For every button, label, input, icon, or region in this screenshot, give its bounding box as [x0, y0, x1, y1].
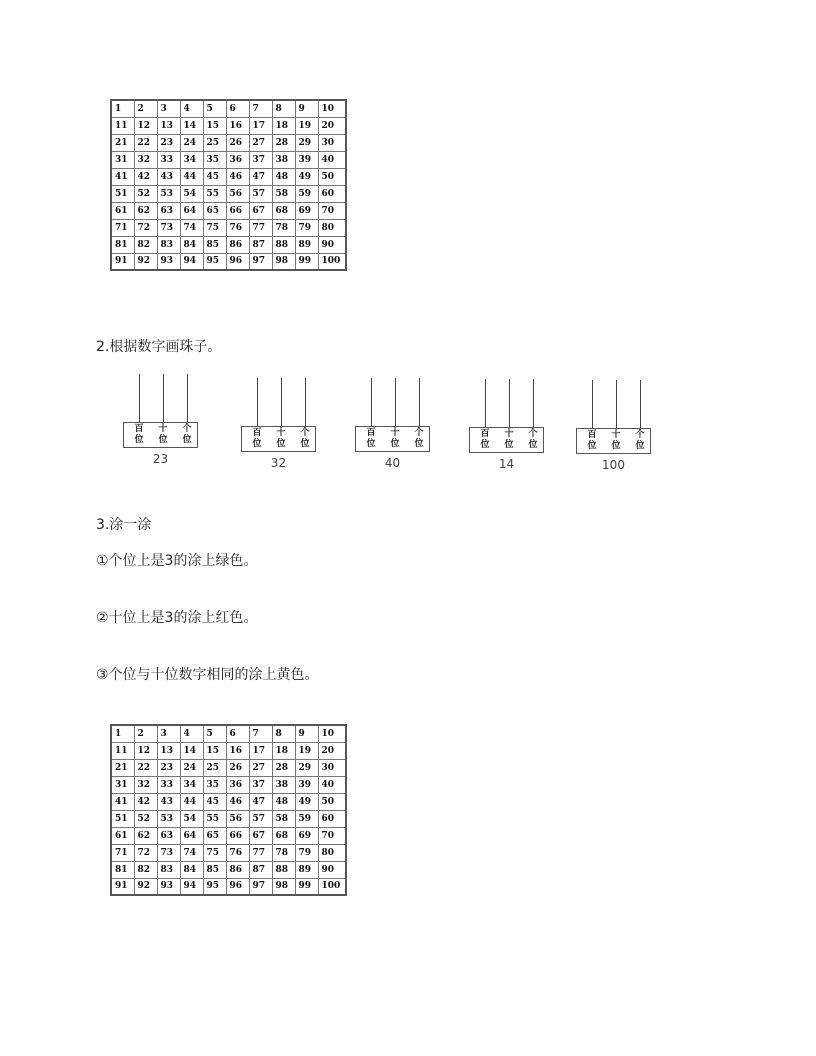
grid-cell[interactable]: 83: [157, 236, 180, 253]
place-label-bottom: 位: [480, 440, 490, 450]
grid-cell[interactable]: 88: [272, 236, 295, 253]
grid-cell[interactable]: 84: [180, 861, 203, 878]
place-label: [633, 430, 647, 452]
grid-row: [111, 202, 346, 219]
place-label: [132, 424, 146, 446]
grid-cell[interactable]: 28: [272, 134, 295, 151]
place-label-top: 十: [611, 430, 621, 440]
grid-cell[interactable]: 61: [111, 827, 134, 844]
grid-cell[interactable]: 54: [180, 810, 203, 827]
grid-cell[interactable]: 58: [272, 810, 295, 827]
abacus-number: 23: [152, 452, 169, 466]
grid-cell[interactable]: 55: [203, 810, 226, 827]
grid-cell[interactable]: 20: [318, 742, 346, 759]
instruction-3: ③个位与十位数字相同的涂上黄色。: [96, 667, 319, 683]
grid-cell[interactable]: 33: [157, 776, 180, 793]
grid-cell[interactable]: 90: [318, 236, 346, 253]
place-label-bottom: 位: [587, 441, 597, 451]
grid-cell[interactable]: 18: [272, 117, 295, 134]
grid-cell[interactable]: 59: [295, 185, 318, 202]
grid-cell[interactable]: 66: [226, 202, 249, 219]
grid-cell[interactable]: 9: [295, 725, 318, 742]
grid-cell[interactable]: 43: [157, 168, 180, 185]
grid-cell[interactable]: 5: [203, 725, 226, 742]
grid-cell[interactable]: 34: [180, 776, 203, 793]
grid-cell[interactable]: 65: [203, 827, 226, 844]
place-label: [585, 430, 599, 452]
grid-cell[interactable]: 77: [249, 844, 272, 861]
grid-cell[interactable]: 31: [111, 776, 134, 793]
abacus-rod[interactable]: [640, 380, 641, 428]
place-label-top: 十: [504, 429, 514, 439]
place-label-top: 百: [587, 430, 597, 440]
abacus-rod[interactable]: [485, 379, 486, 427]
grid-cell[interactable]: 27: [249, 134, 272, 151]
grid-cell[interactable]: 73: [157, 219, 180, 236]
grid-cell[interactable]: 98: [272, 253, 295, 270]
grid-cell[interactable]: 17: [249, 742, 272, 759]
place-label-bottom: 位: [528, 440, 538, 450]
grid-row: [111, 725, 346, 742]
grid-cell[interactable]: 88: [272, 861, 295, 878]
grid-cell[interactable]: 68: [272, 202, 295, 219]
place-label-bottom: 位: [158, 435, 168, 445]
abacus-rod[interactable]: [616, 380, 617, 428]
place-label-bottom: 位: [276, 439, 286, 449]
grid-cell[interactable]: 36: [226, 776, 249, 793]
grid-cell[interactable]: 8: [272, 725, 295, 742]
grid-cell[interactable]: 12: [134, 742, 157, 759]
grid-cell[interactable]: 57: [249, 185, 272, 202]
grid-cell[interactable]: 93: [157, 253, 180, 270]
grid-cell[interactable]: 79: [295, 844, 318, 861]
grid-cell[interactable]: 99: [295, 253, 318, 270]
grid-cell[interactable]: 60: [318, 185, 346, 202]
grid-cell[interactable]: 74: [180, 219, 203, 236]
place-label-top: 百: [134, 424, 144, 434]
grid-cell[interactable]: 86: [226, 861, 249, 878]
grid-cell[interactable]: 5: [203, 100, 226, 117]
place-label: [364, 428, 378, 450]
grid-cell[interactable]: 12: [134, 117, 157, 134]
grid-cell[interactable]: 93: [157, 878, 180, 895]
abacus-rod[interactable]: [281, 378, 282, 426]
grid-cell[interactable]: 24: [180, 134, 203, 151]
abacus-rod[interactable]: [187, 374, 188, 422]
grid-cell[interactable]: 92: [134, 253, 157, 270]
grid-cell[interactable]: 59: [295, 810, 318, 827]
grid-cell[interactable]: 82: [134, 236, 157, 253]
grid-cell[interactable]: 53: [157, 810, 180, 827]
grid-cell[interactable]: 81: [111, 236, 134, 253]
grid-cell[interactable]: 16: [226, 117, 249, 134]
grid-cell[interactable]: 53: [157, 185, 180, 202]
grid-cell[interactable]: 3: [157, 725, 180, 742]
grid-cell[interactable]: 38: [272, 151, 295, 168]
grid-cell[interactable]: 18: [272, 742, 295, 759]
grid-cell[interactable]: 21: [111, 134, 134, 151]
place-label: [478, 429, 492, 451]
place-label-bottom: 位: [611, 441, 621, 451]
grid-cell[interactable]: 75: [203, 219, 226, 236]
place-label-top: 个: [182, 424, 192, 434]
grid-cell[interactable]: 40: [318, 151, 346, 168]
grid-row: [111, 776, 346, 793]
grid-cell[interactable]: 32: [134, 776, 157, 793]
grid-cell[interactable]: 69: [295, 202, 318, 219]
grid-cell[interactable]: 9: [295, 100, 318, 117]
grid-cell[interactable]: 2: [134, 725, 157, 742]
grid-cell[interactable]: 71: [111, 844, 134, 861]
grid-cell[interactable]: 25: [203, 759, 226, 776]
grid-cell[interactable]: 48: [272, 168, 295, 185]
grid-row: [111, 253, 346, 270]
grid-cell[interactable]: 89: [295, 861, 318, 878]
grid-cell[interactable]: 97: [249, 253, 272, 270]
place-label: [502, 429, 516, 451]
grid-cell[interactable]: 77: [249, 219, 272, 236]
abacus-rod[interactable]: [163, 374, 164, 422]
grid-cell[interactable]: 57: [249, 810, 272, 827]
grid-cell[interactable]: 98: [272, 878, 295, 895]
grid-cell[interactable]: 46: [226, 793, 249, 810]
grid-cell[interactable]: 24: [180, 759, 203, 776]
grid-cell[interactable]: 95: [203, 878, 226, 895]
place-label: [412, 428, 426, 450]
place-label-bottom: 位: [504, 440, 514, 450]
grid-row: [111, 236, 346, 253]
place-label: [526, 429, 540, 451]
place-label: [298, 428, 312, 450]
grid-cell[interactable]: 92: [134, 878, 157, 895]
grid-cell[interactable]: 33: [157, 151, 180, 168]
grid-cell[interactable]: 50: [318, 793, 346, 810]
section-2-title: 2.根据数字画珠子。: [96, 339, 222, 355]
place-label: [250, 428, 264, 450]
grid-cell[interactable]: 36: [226, 151, 249, 168]
grid-cell[interactable]: 7: [249, 725, 272, 742]
abacus-rod[interactable]: [419, 378, 420, 426]
grid-cell[interactable]: 8: [272, 100, 295, 117]
grid-cell[interactable]: 13: [157, 117, 180, 134]
grid-row: [111, 168, 346, 185]
grid-cell[interactable]: 94: [180, 253, 203, 270]
grid-cell[interactable]: 52: [134, 185, 157, 202]
grid-cell[interactable]: 63: [157, 827, 180, 844]
grid-cell[interactable]: 15: [203, 117, 226, 134]
grid-cell[interactable]: 51: [111, 810, 134, 827]
grid-cell[interactable]: 82: [134, 861, 157, 878]
place-label-top: 十: [158, 424, 168, 434]
grid-cell[interactable]: 45: [203, 168, 226, 185]
grid-cell[interactable]: 72: [134, 844, 157, 861]
grid-cell[interactable]: 80: [318, 219, 346, 236]
grid-cell[interactable]: 51: [111, 185, 134, 202]
grid-cell[interactable]: 41: [111, 168, 134, 185]
abacus-rod[interactable]: [592, 380, 593, 428]
instruction-2: ②十位上是3的涂上红色。: [96, 610, 258, 626]
grid-cell[interactable]: 50: [318, 168, 346, 185]
grid-cell[interactable]: 95: [203, 253, 226, 270]
grid-row: [111, 861, 346, 878]
grid-cell[interactable]: 80: [318, 844, 346, 861]
grid-cell[interactable]: 32: [134, 151, 157, 168]
grid-cell[interactable]: 29: [295, 759, 318, 776]
abacus-number: 40: [384, 456, 401, 470]
grid-row: [111, 117, 346, 134]
abacus-number: 100: [602, 458, 625, 472]
grid-cell[interactable]: 78: [272, 219, 295, 236]
grid-cell[interactable]: 71: [111, 219, 134, 236]
grid-row: [111, 185, 346, 202]
grid-cell[interactable]: 44: [180, 793, 203, 810]
grid-cell[interactable]: 60: [318, 810, 346, 827]
grid-cell[interactable]: 70: [318, 202, 346, 219]
grid-cell[interactable]: 67: [249, 827, 272, 844]
grid-cell[interactable]: 29: [295, 134, 318, 151]
grid-cell[interactable]: 26: [226, 759, 249, 776]
grid-cell[interactable]: 84: [180, 236, 203, 253]
grid-row: [111, 100, 346, 117]
grid-cell[interactable]: 19: [295, 117, 318, 134]
grid-cell[interactable]: 47: [249, 793, 272, 810]
grid-cell[interactable]: 85: [203, 236, 226, 253]
grid-cell[interactable]: 76: [226, 844, 249, 861]
grid-row: [111, 878, 346, 895]
grid-cell[interactable]: 1: [111, 725, 134, 742]
grid-cell[interactable]: 63: [157, 202, 180, 219]
grid-cell[interactable]: 6: [226, 100, 249, 117]
grid-cell[interactable]: 15: [203, 742, 226, 759]
grid-cell[interactable]: 39: [295, 151, 318, 168]
grid-cell[interactable]: 52: [134, 810, 157, 827]
grid-cell[interactable]: 96: [226, 253, 249, 270]
grid-cell[interactable]: 35: [203, 776, 226, 793]
place-label: [274, 428, 288, 450]
grid-cell[interactable]: 67: [249, 202, 272, 219]
grid-cell[interactable]: 14: [180, 742, 203, 759]
grid-cell[interactable]: 65: [203, 202, 226, 219]
grid-cell[interactable]: 46: [226, 168, 249, 185]
place-label: [388, 428, 402, 450]
grid-cell[interactable]: 13: [157, 742, 180, 759]
grid-cell[interactable]: 22: [134, 759, 157, 776]
grid-cell[interactable]: 19: [295, 742, 318, 759]
grid-cell[interactable]: 74: [180, 844, 203, 861]
grid-cell[interactable]: 64: [180, 202, 203, 219]
place-label-top: 百: [252, 428, 262, 438]
grid-cell[interactable]: 47: [249, 168, 272, 185]
grid-cell[interactable]: 54: [180, 185, 203, 202]
grid-cell[interactable]: 2: [134, 100, 157, 117]
abacus-number: 32: [270, 456, 287, 470]
grid-cell[interactable]: 68: [272, 827, 295, 844]
grid-cell[interactable]: 69: [295, 827, 318, 844]
place-label-top: 个: [528, 429, 538, 439]
place-label-top: 个: [414, 428, 424, 438]
abacus-rod[interactable]: [395, 378, 396, 426]
grid-cell[interactable]: 75: [203, 844, 226, 861]
grid-cell[interactable]: 21: [111, 759, 134, 776]
grid-cell[interactable]: 81: [111, 861, 134, 878]
hundred-chart-bottom: [110, 724, 347, 896]
grid-cell[interactable]: 25: [203, 134, 226, 151]
grid-cell[interactable]: 27: [249, 759, 272, 776]
grid-cell[interactable]: 62: [134, 202, 157, 219]
grid-cell[interactable]: 10: [318, 100, 346, 117]
grid-cell[interactable]: 41: [111, 793, 134, 810]
grid-cell[interactable]: 10: [318, 725, 346, 742]
place-label-top: 百: [480, 429, 490, 439]
grid-cell[interactable]: 100: [318, 253, 346, 270]
grid-cell[interactable]: 89: [295, 236, 318, 253]
abacus-number: 14: [498, 457, 515, 471]
grid-cell[interactable]: 37: [249, 776, 272, 793]
place-label-bottom: 位: [414, 439, 424, 449]
grid-cell[interactable]: 44: [180, 168, 203, 185]
grid-cell[interactable]: 100: [318, 878, 346, 895]
grid-cell[interactable]: 28: [272, 759, 295, 776]
place-label: [156, 424, 170, 446]
instruction-1: ①个位上是3的涂上绿色。: [96, 553, 258, 569]
abacus-rod[interactable]: [305, 378, 306, 426]
grid-cell[interactable]: 66: [226, 827, 249, 844]
grid-cell[interactable]: 37: [249, 151, 272, 168]
place-label-bottom: 位: [182, 435, 192, 445]
place-label-bottom: 位: [390, 439, 400, 449]
grid-cell[interactable]: 4: [180, 100, 203, 117]
abacus-rod[interactable]: [509, 379, 510, 427]
grid-row: [111, 827, 346, 844]
grid-cell[interactable]: 17: [249, 117, 272, 134]
grid-cell[interactable]: 70: [318, 827, 346, 844]
place-label-top: 十: [390, 428, 400, 438]
grid-cell[interactable]: 7: [249, 100, 272, 117]
grid-cell[interactable]: 96: [226, 878, 249, 895]
place-label: [180, 424, 194, 446]
grid-cell[interactable]: 62: [134, 827, 157, 844]
grid-cell[interactable]: 30: [318, 759, 346, 776]
grid-cell[interactable]: 56: [226, 185, 249, 202]
grid-cell[interactable]: 91: [111, 253, 134, 270]
grid-cell[interactable]: 38: [272, 776, 295, 793]
place-label-bottom: 位: [300, 439, 310, 449]
place-label-bottom: 位: [134, 435, 144, 445]
grid-cell[interactable]: 91: [111, 878, 134, 895]
grid-cell[interactable]: 48: [272, 793, 295, 810]
grid-cell[interactable]: 20: [318, 117, 346, 134]
grid-cell[interactable]: 49: [295, 168, 318, 185]
grid-cell[interactable]: 45: [203, 793, 226, 810]
grid-row: [111, 219, 346, 236]
abacus-rod[interactable]: [533, 379, 534, 427]
place-label-top: 十: [276, 428, 286, 438]
grid-cell[interactable]: 42: [134, 793, 157, 810]
grid-cell[interactable]: 49: [295, 793, 318, 810]
grid-cell[interactable]: 99: [295, 878, 318, 895]
grid-cell[interactable]: 97: [249, 878, 272, 895]
grid-cell[interactable]: 86: [226, 236, 249, 253]
grid-cell[interactable]: 11: [111, 742, 134, 759]
grid-cell[interactable]: 34: [180, 151, 203, 168]
hundred-chart-top: [110, 99, 347, 271]
grid-cell[interactable]: 61: [111, 202, 134, 219]
grid-cell[interactable]: 90: [318, 861, 346, 878]
place-label-bottom: 位: [635, 441, 645, 451]
place-label-top: 个: [635, 430, 645, 440]
grid-row: [111, 151, 346, 168]
grid-cell[interactable]: 31: [111, 151, 134, 168]
grid-cell[interactable]: 40: [318, 776, 346, 793]
grid-cell[interactable]: 14: [180, 117, 203, 134]
grid-cell[interactable]: 43: [157, 793, 180, 810]
grid-cell[interactable]: 35: [203, 151, 226, 168]
grid-cell[interactable]: 87: [249, 236, 272, 253]
grid-cell[interactable]: 58: [272, 185, 295, 202]
grid-cell[interactable]: 39: [295, 776, 318, 793]
grid-cell[interactable]: 42: [134, 168, 157, 185]
grid-cell[interactable]: 1: [111, 100, 134, 117]
grid-cell[interactable]: 64: [180, 827, 203, 844]
grid-row: [111, 793, 346, 810]
grid-row: [111, 810, 346, 827]
place-label-bottom: 位: [252, 439, 262, 449]
place-label: [609, 430, 623, 452]
grid-row: [111, 742, 346, 759]
abacus-rod[interactable]: [257, 378, 258, 426]
grid-row: [111, 759, 346, 776]
grid-cell[interactable]: 16: [226, 742, 249, 759]
grid-cell[interactable]: 78: [272, 844, 295, 861]
grid-cell[interactable]: 94: [180, 878, 203, 895]
grid-cell[interactable]: 30: [318, 134, 346, 151]
grid-cell[interactable]: 83: [157, 861, 180, 878]
place-label-top: 个: [300, 428, 310, 438]
grid-cell[interactable]: 26: [226, 134, 249, 151]
grid-cell[interactable]: 73: [157, 844, 180, 861]
grid-cell[interactable]: 23: [157, 759, 180, 776]
grid-cell[interactable]: 11: [111, 117, 134, 134]
grid-cell[interactable]: 87: [249, 861, 272, 878]
grid-cell[interactable]: 6: [226, 725, 249, 742]
place-label-top: 百: [366, 428, 376, 438]
section-3-title: 3.涂一涂: [96, 517, 152, 533]
grid-row: [111, 844, 346, 861]
place-label-bottom: 位: [366, 439, 376, 449]
abacus-rod[interactable]: [371, 378, 372, 426]
grid-cell[interactable]: 56: [226, 810, 249, 827]
grid-row: [111, 134, 346, 151]
abacus-rod[interactable]: [139, 374, 140, 422]
grid-cell[interactable]: 76: [226, 219, 249, 236]
grid-cell[interactable]: 4: [180, 725, 203, 742]
grid-cell[interactable]: 85: [203, 861, 226, 878]
grid-cell[interactable]: 23: [157, 134, 180, 151]
grid-cell[interactable]: 22: [134, 134, 157, 151]
grid-cell[interactable]: 72: [134, 219, 157, 236]
grid-cell[interactable]: 79: [295, 219, 318, 236]
grid-cell[interactable]: 3: [157, 100, 180, 117]
grid-cell[interactable]: 55: [203, 185, 226, 202]
